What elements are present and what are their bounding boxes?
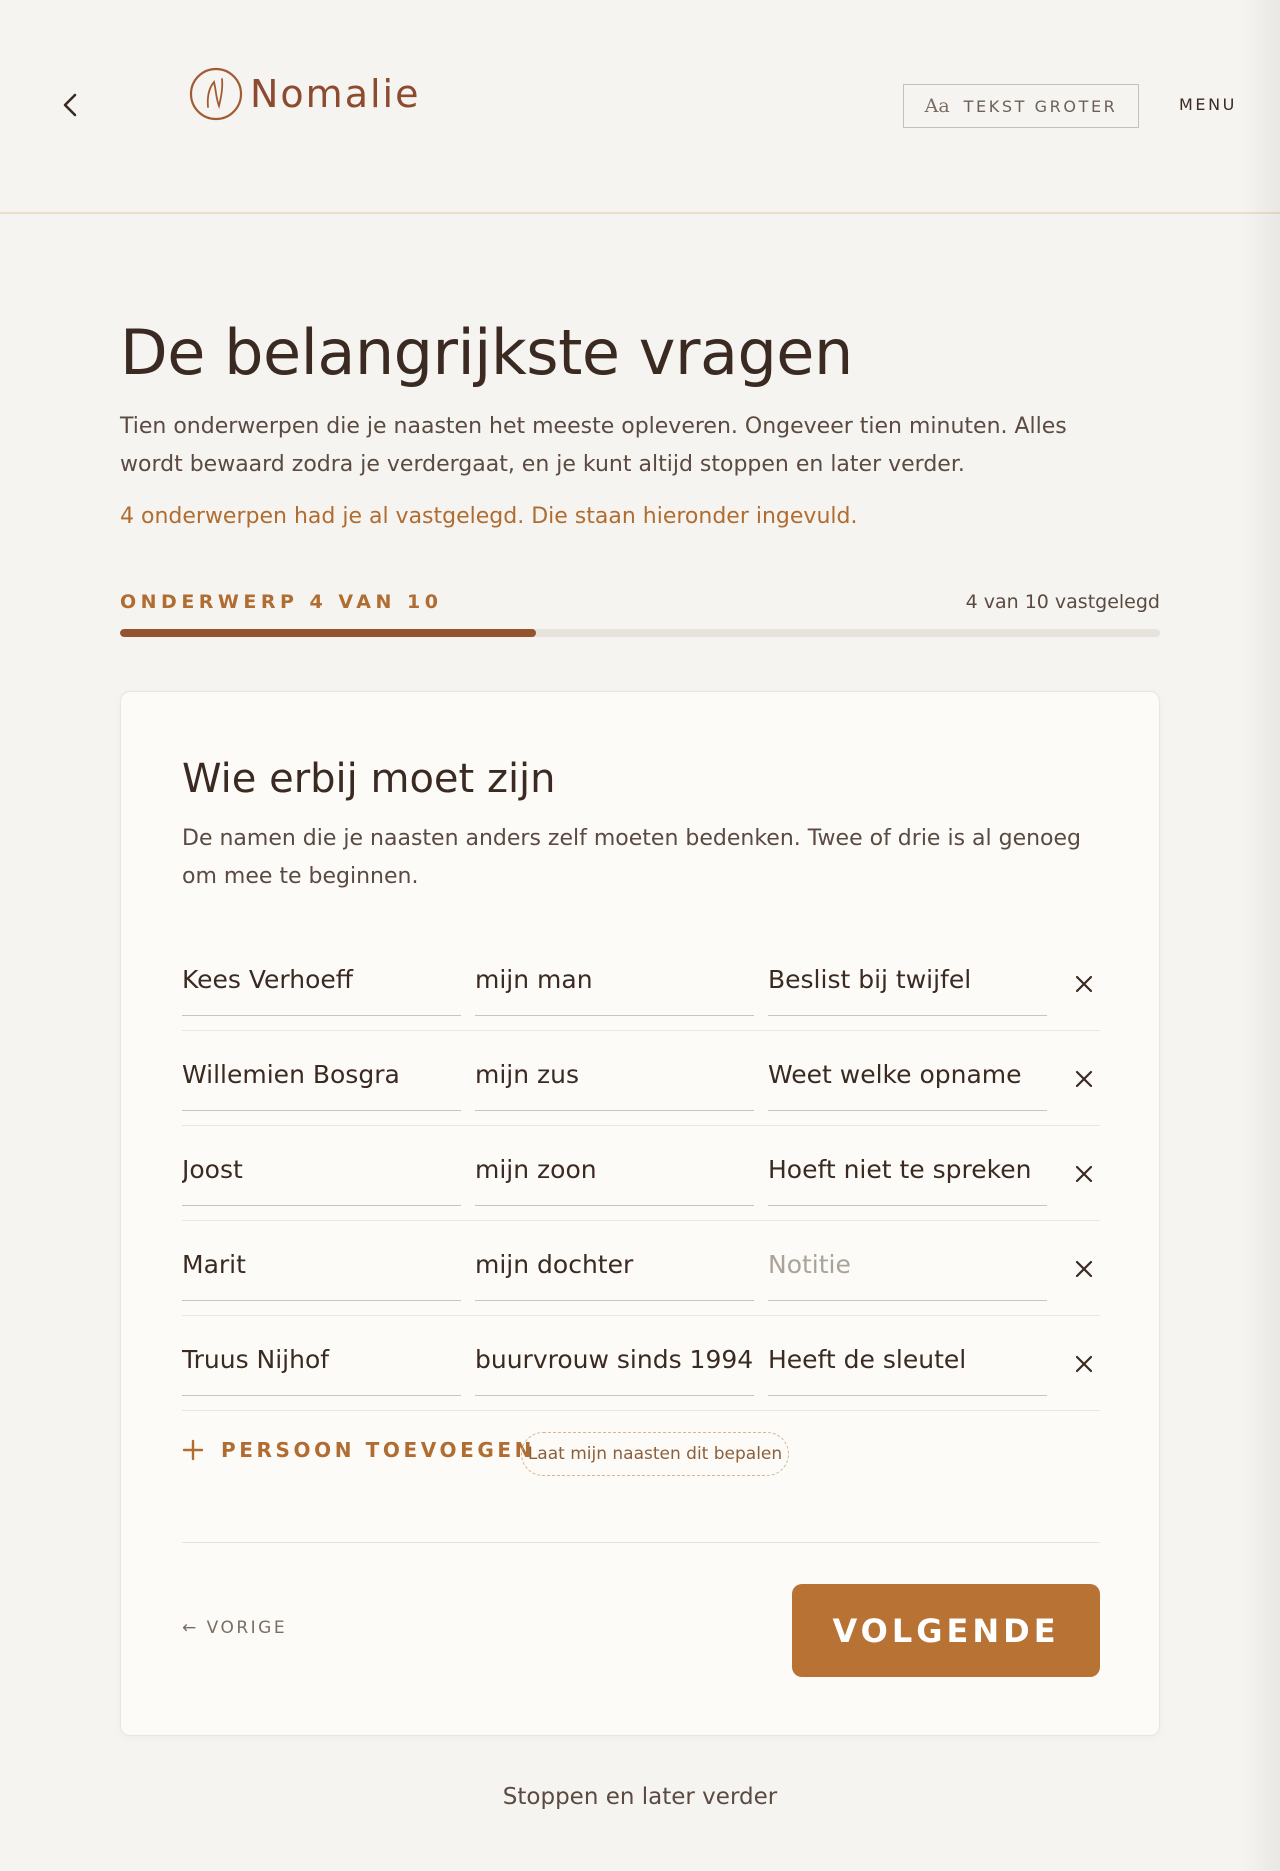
people-list xyxy=(182,936,1100,1411)
name-field[interactable]: Joost xyxy=(182,1150,461,1206)
add-person-button[interactable] xyxy=(182,1438,535,1462)
logo-mark-icon xyxy=(188,66,244,122)
person-row xyxy=(182,936,1100,1031)
progress-label: ONDERWERP 4 VAN 10 xyxy=(120,591,443,613)
progress-count: 4 van 10 vastgelegd xyxy=(965,591,1160,613)
card-description: De namen die je naasten anders zelf moeten bedenken. Twee of drie is al genoeg om mee te beginnen. xyxy=(182,826,1082,889)
text-larger-button[interactable] xyxy=(903,84,1139,128)
divider xyxy=(182,1542,1100,1543)
relation-field[interactable]: mijn zoon xyxy=(475,1150,754,1206)
saved-note: 4 onderwerpen had je al vastgelegd. Die staan hieronder ingevuld. xyxy=(120,504,858,529)
menu-button[interactable]: MENU xyxy=(1179,95,1237,114)
name-field[interactable]: Truus Nijhof xyxy=(182,1340,461,1396)
plus-icon xyxy=(182,1439,204,1461)
logo[interactable] xyxy=(188,66,420,122)
page-title: De belangrijkste vragen xyxy=(120,316,853,389)
previous-button[interactable]: ← VORIGE xyxy=(182,1618,288,1638)
close-icon[interactable] xyxy=(1072,972,1096,996)
close-icon[interactable] xyxy=(1072,1162,1096,1186)
top-bar xyxy=(0,0,1280,214)
note-field-placeholder[interactable]: Notitie xyxy=(768,1245,1047,1301)
note-field[interactable]: Hoeft niet te spreken xyxy=(768,1150,1047,1206)
name-field[interactable]: Kees Verhoeff xyxy=(182,960,461,1016)
progress-bar xyxy=(120,629,1160,637)
person-row xyxy=(182,1126,1100,1221)
relation-field[interactable]: mijn zus xyxy=(475,1055,754,1111)
name-field[interactable]: Willemien Bosgra xyxy=(182,1055,461,1111)
add-person-label: PERSOON TOEVOEGEN xyxy=(221,1438,535,1462)
text-larger-label: TEKST GROTER xyxy=(963,96,1118,116)
text-size-icon: Aa xyxy=(924,95,950,117)
question-card xyxy=(120,691,1160,1736)
person-row xyxy=(182,1031,1100,1126)
card-title: Wie erbij moet zijn xyxy=(182,756,556,802)
let-family-decide-button[interactable]: Laat mijn naasten dit bepalen xyxy=(521,1432,789,1476)
note-field[interactable]: Beslist bij twijfel xyxy=(768,960,1047,1016)
note-field[interactable]: Heeft de sleutel xyxy=(768,1340,1047,1396)
relation-field[interactable]: buurvrouw sinds 1994 xyxy=(475,1340,754,1396)
note-field[interactable]: Weet welke opname xyxy=(768,1055,1047,1111)
close-icon[interactable] xyxy=(1072,1067,1096,1091)
intro-text: Tien onderwerpen die je naasten het meeste opleveren. Ongeveer tien minuten. Alles wordt bewaard zodra je verdergaat, en je kunt altijd stoppen en later verder. xyxy=(120,414,1067,477)
stop-later-link[interactable]: Stoppen en later verder xyxy=(502,1784,778,1810)
name-field[interactable]: Marit xyxy=(182,1245,461,1301)
close-icon[interactable] xyxy=(1072,1257,1096,1281)
logo-text: Nomalie xyxy=(250,72,421,116)
person-row xyxy=(182,1221,1100,1316)
close-icon[interactable] xyxy=(1072,1352,1096,1376)
chevron-left-icon[interactable] xyxy=(58,90,82,120)
relation-field[interactable]: mijn man xyxy=(475,960,754,1016)
relation-field[interactable]: mijn dochter xyxy=(475,1245,754,1301)
progress-bar-fill xyxy=(120,629,536,637)
person-row xyxy=(182,1316,1100,1411)
next-button[interactable]: VOLGENDE xyxy=(792,1584,1100,1677)
edge-shadow xyxy=(1240,0,1280,1871)
